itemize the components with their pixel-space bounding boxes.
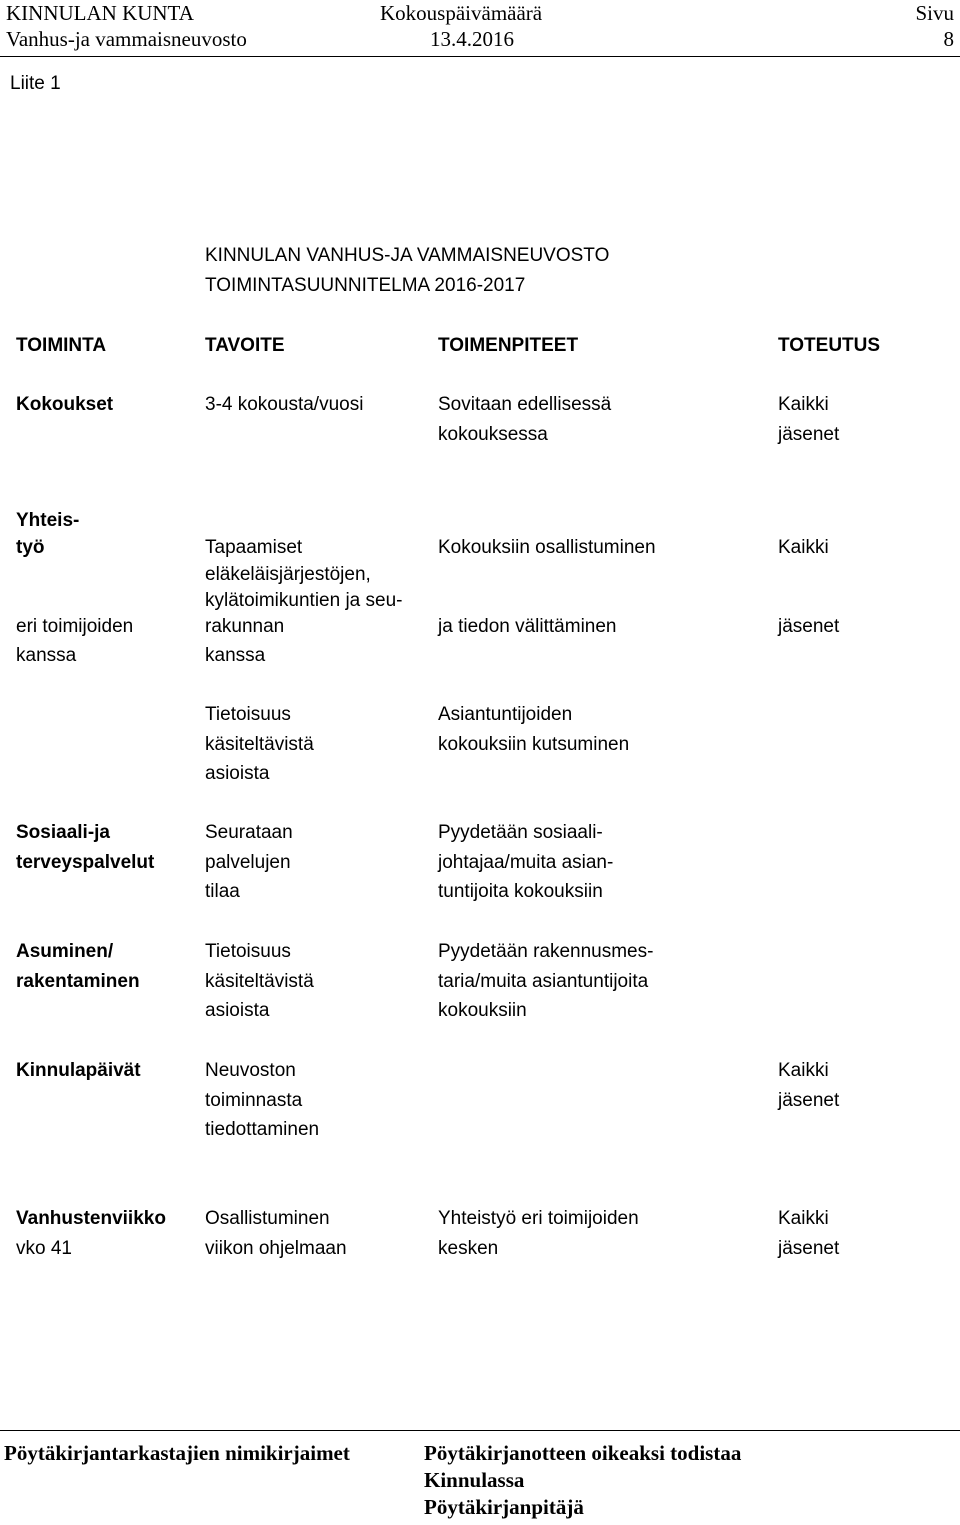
column-header-activity: TOIMINTA	[16, 335, 107, 356]
board-name: Vanhus-ja vammaisneuvosto	[6, 27, 247, 51]
cell-line: jäsenet	[778, 1237, 840, 1259]
meeting-date-label: Kokouspäivämäärä	[380, 1, 543, 25]
row-activity	[16, 818, 154, 877]
row-implementation	[778, 390, 839, 449]
row-measures-line: Kokouksiin osallistuminen	[438, 537, 656, 558]
cell-line: terveyspalvelut	[16, 851, 155, 873]
row-activity-line: työ	[16, 537, 45, 558]
row-activity	[16, 1204, 166, 1263]
cell-line: Neuvoston	[205, 1060, 296, 1081]
row-implementation-line: Kaikki	[778, 537, 829, 558]
cell-line: vko 41	[16, 1237, 72, 1259]
cell-line: jäsenet	[778, 423, 840, 445]
page-label: Sivu	[915, 1, 954, 25]
row-activity-line: kanssa	[16, 645, 77, 666]
row-measures-line: ja tiedon välittäminen	[438, 616, 617, 637]
cell-line: Kaikki	[778, 394, 829, 415]
row-activity	[16, 937, 140, 996]
cell-line: toiminnasta	[205, 1089, 303, 1111]
cell-line: viikon ohjelmaan	[205, 1237, 347, 1259]
cell-line: kokouksiin	[438, 1000, 527, 1021]
row-activity-line: eri toimijoiden	[16, 616, 134, 637]
row-goal	[205, 937, 314, 1026]
municipality-name: KINNULAN KUNTA	[6, 1, 194, 25]
cell-line: kokouksiin kutsuminen	[438, 733, 630, 755]
row-measures	[438, 700, 629, 759]
row-measures	[438, 937, 653, 1026]
cell-line: rakentaminen	[16, 970, 140, 992]
cell-line: Kaikki	[778, 1060, 829, 1081]
minutes-keeper-label: Pöytäkirjanpitäjä	[424, 1495, 584, 1519]
column-header-implementation: TOTEUTUS	[778, 335, 881, 356]
cell-line: käsiteltävistä	[205, 733, 314, 755]
cell-line: Vanhustenviikko	[16, 1208, 166, 1229]
cell-line: Sosiaali-ja	[16, 822, 110, 843]
cell-line: Seurataan	[205, 822, 293, 843]
certification-place: Kinnulassa	[424, 1468, 525, 1492]
cell-line: Tietoisuus	[205, 704, 291, 725]
cell-line: johtajaa/muita asian-	[438, 851, 614, 873]
cell-line: Pyydetään sosiaali-	[438, 822, 603, 843]
cell-line: jäsenet	[778, 1089, 840, 1111]
cell-line: Asuminen/	[16, 941, 114, 962]
cell-line: Tietoisuus	[205, 941, 291, 962]
appendix-label: Liite 1	[10, 73, 61, 94]
column-header-goal: TAVOITE	[205, 335, 285, 356]
cell-line: käsiteltävistä	[205, 970, 314, 992]
row-goal: 3-4 kokousta/vuosi	[205, 394, 364, 415]
certification-label: Pöytäkirjanotteen oikeaksi todistaa	[424, 1441, 742, 1465]
cell-line: Kaikki	[778, 1208, 829, 1229]
column-header-measures: TOIMENPITEET	[438, 335, 579, 356]
row-implementation	[778, 1056, 839, 1115]
cell-line: kokouksessa	[438, 423, 548, 445]
row-goal	[205, 818, 293, 907]
cell-line: Osallistuminen	[205, 1208, 330, 1229]
cell-line: tuntijoita kokouksiin	[438, 881, 603, 902]
plan-title-line1: KINNULAN VANHUS-JA VAMMAISNEUVOSTO	[205, 245, 610, 266]
page-number: 8	[943, 27, 954, 51]
plan-title-line2: TOIMINTASUUNNITELMA 2016-2017	[205, 275, 526, 296]
cell-line: Yhteistyö eri toimijoiden	[438, 1208, 639, 1229]
row-activity: Kokoukset	[16, 394, 114, 415]
row-activity: Kinnulapäivät	[16, 1060, 141, 1081]
row-measures	[438, 1204, 639, 1263]
row-goal	[205, 1056, 319, 1145]
cell-line: kesken	[438, 1237, 499, 1259]
cell-line: asioista	[205, 1000, 270, 1021]
row-goal	[205, 1204, 347, 1263]
row-goal-line: kanssa	[205, 645, 266, 666]
row-goal-line: kylätoimikuntien ja seu-	[205, 590, 403, 611]
cell-line: Sovitaan edellisessä	[438, 394, 612, 415]
header-rule	[0, 56, 960, 57]
cell-line: asioista	[205, 763, 270, 784]
cell-line: tilaa	[205, 881, 240, 902]
row-goal-line: Tapaamiset	[205, 537, 303, 558]
meeting-date: 13.4.2016	[430, 27, 514, 51]
row-measures	[438, 390, 611, 449]
row-measures	[438, 818, 613, 907]
row-goal-line: eläkeläisjärjestöjen,	[205, 564, 371, 585]
row-implementation-line: jäsenet	[778, 616, 840, 637]
row-goal-line: rakunnan	[205, 616, 285, 637]
cell-line: Pyydetään rakennusmes-	[438, 941, 654, 962]
row-activity-line: Yhteis-	[16, 510, 80, 531]
cell-line: tiedottaminen	[205, 1119, 320, 1140]
row-implementation	[778, 1204, 839, 1263]
cell-line: palvelujen	[205, 851, 291, 873]
footer-rule	[0, 1430, 960, 1431]
cell-line: Asiantuntijoiden	[438, 704, 573, 725]
cell-line: taria/muita asiantuntijoita	[438, 970, 649, 992]
inspectors-initials-label: Pöytäkirjantarkastajien nimikirjaimet	[4, 1441, 350, 1465]
row-goal	[205, 700, 314, 789]
